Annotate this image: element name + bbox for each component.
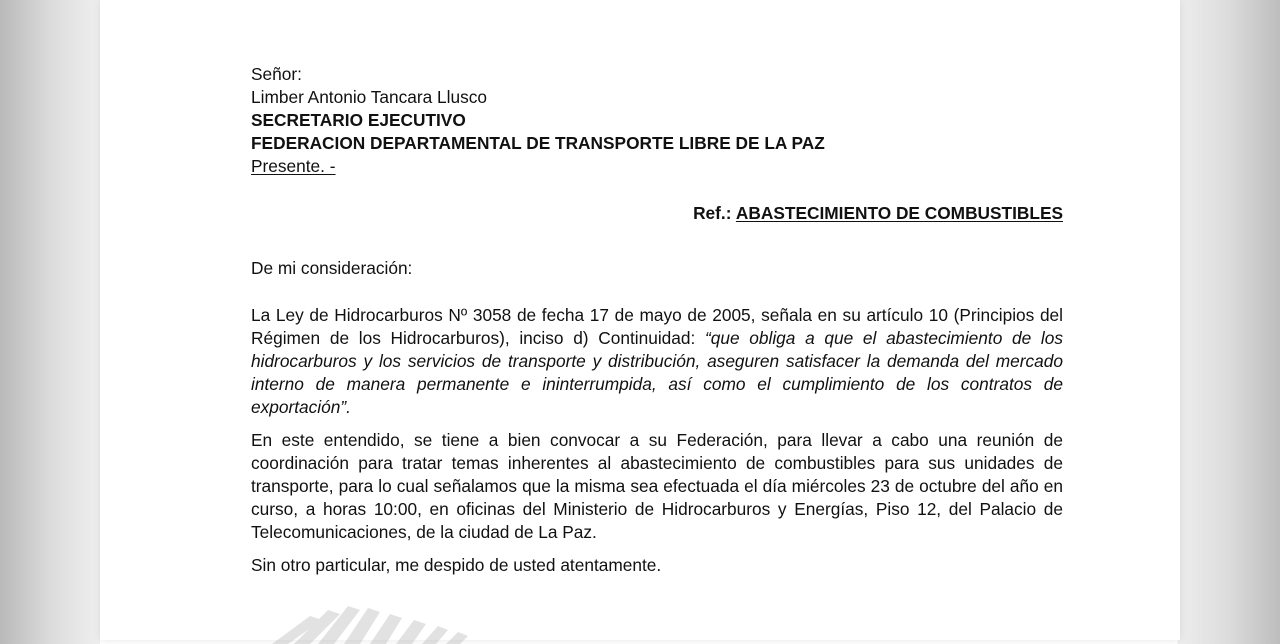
letter-closing: Sin otro particular, me despido de usted atentamente. — [251, 555, 662, 575]
watermark-logo-icon — [270, 596, 480, 644]
paragraph-law — [251, 304, 1063, 419]
reference-label: Ref.: — [693, 203, 732, 223]
addressee-name: Limber Antonio Tancara Llusco — [251, 87, 488, 107]
letter-content — [251, 63, 1063, 577]
paragraph-law-intro: La Ley de Hidrocarburos Nº 3058 de fecha 17 de mayo de 2005, señala en su artículo 10 (Principios del Régimen de los Hidrocarburos), inciso d) Continuidad: — [251, 305, 1063, 348]
reference-subject: ABASTECIMIENTO DE COMBUSTIBLES — [735, 203, 1063, 223]
paragraph-law-quote: “que obliga a que el abastecimiento de los hidrocarburos y los servicios de transporte y distribución, aseguren satisfacer la demanda del mercado interno de manera permanente e ininterrumpida, así como el cumplimiento de los contratos de exportación”. — [251, 328, 1063, 417]
letter-page — [100, 0, 1180, 640]
addressee-presente: Presente. - — [251, 156, 336, 176]
paragraph-meeting: En este entendido, se tiene a bien convocar a su Federación, para llevar a cabo una reunión de coordinación para tratar temas inherentes al abastecimiento de combustibles para sus unidades de transporte, para lo cual señalamos que la misma sea efectuada el día miércoles 23 de octubre del año en curso, a horas 10:00, en oficinas del Ministerio de Hidrocarburos y Energías, Piso 12, del Palacio de Telecomunicaciones, de la ciudad de La Paz. — [251, 430, 1063, 542]
addressee-organization: FEDERACION DEPARTAMENTAL DE TRANSPORTE LIBRE DE LA PAZ — [251, 133, 825, 153]
addressee-title: SECRETARIO EJECUTIVO — [251, 110, 466, 130]
reference-line — [251, 202, 1063, 225]
letter-greeting: De mi consideración: — [251, 258, 413, 278]
addressee-salutation: Señor: — [251, 64, 302, 84]
